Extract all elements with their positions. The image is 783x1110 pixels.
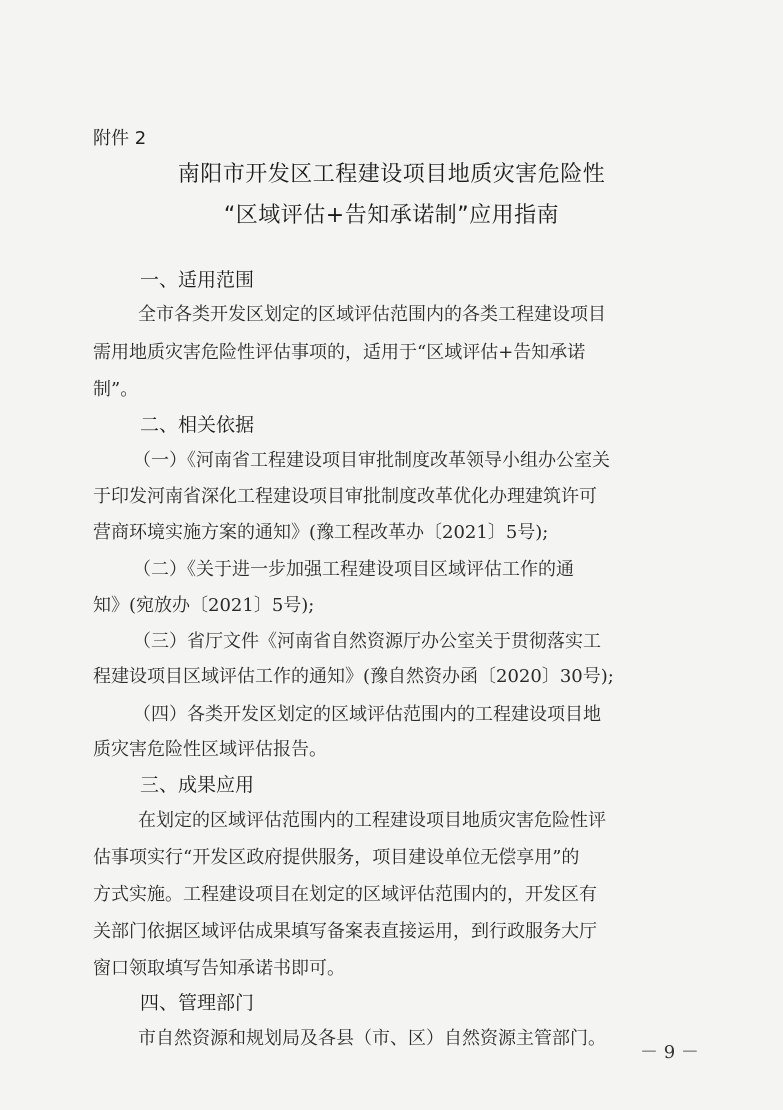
section-1-line: 需用地质灾害危险性评估事项的，适用于“区域评估+告知承诺 [93, 342, 586, 363]
section-2-line: 质灾害危险性区域评估报告。 [93, 739, 327, 760]
section-3-line: 窗口领取填写告知承诺书即可。 [93, 958, 345, 979]
section-3-line: 估事项实行“开发区政府提供服务，项目建设单位无偿享用”的 [93, 847, 580, 868]
page-number: － 9 － [640, 1042, 699, 1063]
attachment-label: 附件 2 [93, 128, 147, 149]
section-2-heading: 二、相关依据 [140, 414, 255, 436]
section-1-heading: 一、适用范围 [140, 269, 255, 291]
section-2-line: 营商环境实施方案的通知》(豫工程改革办〔2021〕5号); [93, 522, 549, 543]
section-1-line: 制”。 [93, 379, 139, 400]
section-3-line: 方式实施。工程建设项目在划定的区域评估范围内的，开发区有 [93, 884, 597, 905]
section-2-line: 程建设项目区域评估工作的通知》(豫自然资办函〔2020〕30号); [93, 666, 614, 687]
section-3-heading: 三、成果应用 [140, 774, 255, 796]
section-2-line: 知》(宛放办〔2021〕5号); [93, 595, 315, 616]
section-2-line: （二）《关于进一步加强工程建设项目区域评估工作的通 [133, 559, 574, 580]
title-line-1: 南阳市开发区工程建设项目地质灾害危险性 [177, 162, 606, 187]
section-2-line: （四）各类开发区划定的区域评估范围内的工程建设项目地 [133, 704, 601, 725]
section-3-line: 在划定的区域评估范围内的工程建设项目地质灾害危险性评 [138, 810, 606, 831]
section-4-heading: 四、管理部门 [140, 992, 255, 1014]
section-2-line: （三）省厅文件《河南省自然资源厅办公室关于贯彻落实工 [133, 631, 601, 652]
section-2-line: （一）《河南省工程建设项目审批制度改革领导小组办公室关 [133, 450, 610, 471]
section-3-line: 关部门依据区域评估成果填写备案表直接运用，到行政服务大厅 [93, 921, 597, 942]
section-4-line: 市自然资源和规划局及各县（市、区）自然资源主管部门。 [138, 1028, 606, 1049]
section-2-line: 于印发河南省深化工程建设项目审批制度改革优化办理建筑许可 [93, 486, 597, 507]
section-1-line: 全市各类开发区划定的区域评估范围内的各类工程建设项目 [138, 304, 606, 325]
title-line-2: “区域评估+告知承诺制”应用指南 [223, 203, 560, 228]
